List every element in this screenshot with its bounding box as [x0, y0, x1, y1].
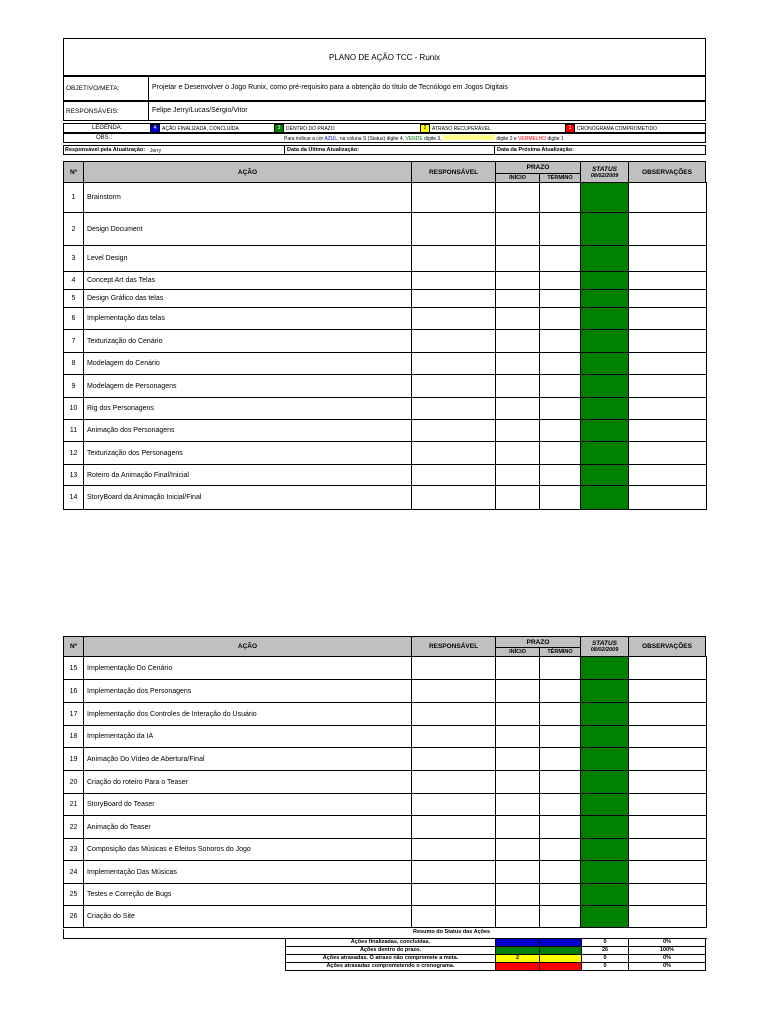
row-responsavel: [412, 442, 496, 465]
row-termino: [540, 353, 581, 375]
legend-red-box: 1: [565, 124, 575, 133]
row-observacoes: [629, 816, 707, 839]
legend-text: CRONOGRAMA COMPROMETIDO: [577, 125, 658, 132]
resumo-table: [285, 938, 706, 971]
row-responsavel: [412, 657, 496, 680]
row-acao: Composição das Músicas e Efeitos Sonoros do Jogo: [84, 839, 412, 861]
row-acao: Implementação dos Personagens: [84, 680, 412, 703]
row-termino: [540, 246, 581, 272]
table-row: [64, 906, 707, 928]
resumo-pct: 0%: [629, 955, 706, 963]
row-inicio: [496, 398, 540, 420]
legenda-label: LEGENDA:: [92, 125, 123, 131]
row-inicio: [496, 884, 540, 906]
responsaveis-label: RESPONSÁVEIS:: [66, 108, 119, 115]
row-observacoes: [629, 771, 707, 794]
row-inicio: [496, 680, 540, 703]
proxima-atualizacao-label: Data da Próxima Atualização:: [497, 147, 574, 153]
resumo-row: [286, 939, 706, 947]
row-status: [581, 330, 629, 353]
table-row: [64, 486, 707, 510]
row-number: 18: [64, 726, 84, 748]
resumo-count: 0: [582, 955, 629, 963]
row-responsavel: [412, 465, 496, 486]
row-inicio: [496, 816, 540, 839]
action-table-2: [63, 656, 707, 928]
row-inicio: [496, 465, 540, 486]
table-row: [64, 839, 707, 861]
row-observacoes: [629, 375, 707, 398]
col-termino-header: TÉRMINO: [539, 647, 581, 657]
row-observacoes: [629, 272, 707, 290]
col-status-header: [580, 161, 629, 183]
legend-blue-box: 4: [150, 124, 160, 133]
row-inicio: [496, 213, 540, 246]
row-termino: [540, 308, 581, 330]
table-row: [64, 771, 707, 794]
table-row: [64, 884, 707, 906]
row-observacoes: [629, 290, 707, 308]
row-number: 5: [64, 290, 84, 308]
row-status: [581, 794, 629, 816]
row-responsavel: [412, 272, 496, 290]
row-acao: Animação Do Vídeo de Abertura/Final: [84, 748, 412, 771]
row-observacoes: [629, 353, 707, 375]
row-observacoes: [629, 748, 707, 771]
row-number: 19: [64, 748, 84, 771]
col-status-header: [580, 636, 629, 657]
row-observacoes: [629, 884, 707, 906]
row-observacoes: [629, 183, 707, 213]
status-label: STATUS: [591, 165, 618, 173]
resumo-pct: 0%: [629, 939, 706, 947]
row-number: 26: [64, 906, 84, 928]
row-status: [581, 442, 629, 465]
row-acao: Design Document: [84, 213, 412, 246]
row-acao: StoryBoard do Teaser: [84, 794, 412, 816]
row-responsavel: [412, 794, 496, 816]
row-responsavel: [412, 884, 496, 906]
row-number: 15: [64, 657, 84, 680]
col-observacoes-header: OBSERVAÇÕES: [628, 636, 706, 657]
row-status: [581, 771, 629, 794]
row-termino: [540, 330, 581, 353]
table-row: [64, 816, 707, 839]
resumo-color-b: [540, 963, 582, 971]
table-row: [64, 726, 707, 748]
row-status: [581, 839, 629, 861]
row-status: [581, 290, 629, 308]
table-row: [64, 290, 707, 308]
row-termino: [540, 375, 581, 398]
row-status: [581, 680, 629, 703]
title-row: [63, 38, 706, 76]
row-status: [581, 183, 629, 213]
row-number: 21: [64, 794, 84, 816]
row-inicio: [496, 246, 540, 272]
row-acao: Animação dos Personagens: [84, 420, 412, 442]
row-observacoes: [629, 726, 707, 748]
row-number: 13: [64, 465, 84, 486]
legend-item-dentro: [274, 124, 335, 133]
row-termino: [540, 748, 581, 771]
table-row: [64, 420, 707, 442]
table-row: [64, 330, 707, 353]
table-row: [64, 680, 707, 703]
row-observacoes: [629, 861, 707, 884]
row-inicio: [496, 703, 540, 726]
row-inicio: [496, 183, 540, 213]
row-acao: Design Gráfico das telas: [84, 290, 412, 308]
row-observacoes: [629, 398, 707, 420]
table-row: [64, 465, 707, 486]
resumo-color: 2: [496, 955, 540, 963]
row-acao: Level Design: [84, 246, 412, 272]
row-acao: Brainstorm: [84, 183, 412, 213]
row-status: [581, 906, 629, 928]
row-number: 8: [64, 353, 84, 375]
row-inicio: [496, 353, 540, 375]
row-responsavel: [412, 213, 496, 246]
row-acao: StoryBoard da Animação Inicial/Final: [84, 486, 412, 510]
table-row: [64, 398, 707, 420]
row-responsavel: [412, 680, 496, 703]
resumo-color: [496, 939, 540, 947]
row-termino: [540, 272, 581, 290]
row-observacoes: [629, 703, 707, 726]
row-number: 24: [64, 861, 84, 884]
row-acao: Implementação da IA: [84, 726, 412, 748]
row-termino: [540, 703, 581, 726]
resumo-pct: 100%: [629, 947, 706, 955]
row-acao: Criação do Site: [84, 906, 412, 928]
row-number: 9: [64, 375, 84, 398]
table-row: [64, 442, 707, 465]
row-acao: Rig dos Personagens: [84, 398, 412, 420]
row-number: 16: [64, 680, 84, 703]
col-responsavel-header: RESPONSÁVEL: [411, 161, 496, 183]
row-acao: Roteiro da Animação Final/Inicial: [84, 465, 412, 486]
row-inicio: [496, 794, 540, 816]
col-num-header: Nº: [63, 161, 84, 183]
row-acao: Testes e Correção de Bugs: [84, 884, 412, 906]
row-termino: [540, 794, 581, 816]
row-inicio: [496, 861, 540, 884]
row-responsavel: [412, 861, 496, 884]
row-inicio: [496, 290, 540, 308]
resumo-row: [286, 963, 706, 971]
col-observacoes-header: OBSERVAÇÕES: [628, 161, 706, 183]
action-table-1: [63, 182, 707, 510]
resumo-color: [496, 947, 540, 955]
atualizacao-row: [63, 145, 706, 155]
objetivo-value: Projetar e Desenvolver o Jogo Runix, como pré-requisito para a obtenção do título de Tecnólogo em Jogos Digitais: [152, 84, 508, 91]
obs-label: OBS.:: [96, 135, 113, 141]
table-row: [64, 748, 707, 771]
resumo-title: Resumo do Status das Ações: [413, 929, 491, 935]
row-acao: Implementação Das Músicas: [84, 861, 412, 884]
row-status: [581, 726, 629, 748]
row-status: [581, 748, 629, 771]
resumo-count: 0: [582, 939, 629, 947]
table-row: [64, 213, 707, 246]
table-row: [64, 703, 707, 726]
row-acao: Implementação Do Cenário: [84, 657, 412, 680]
table-row: [64, 794, 707, 816]
col-termino-header: TÉRMINO: [539, 173, 581, 183]
row-number: 11: [64, 420, 84, 442]
row-observacoes: [629, 308, 707, 330]
row-number: 22: [64, 816, 84, 839]
legend-text: ATRASO RECUPERÁVEL: [432, 125, 491, 132]
row-acao: Implementação dos Controles de Interação do Usuário: [84, 703, 412, 726]
row-number: 14: [64, 486, 84, 510]
row-inicio: [496, 272, 540, 290]
obs-text: Para indicar a cor AZUL, na coluna S (Status) digite 4, VERDE digite 3, digite 2 e VERMELHO digite 1: [284, 136, 564, 142]
row-status: [581, 703, 629, 726]
resumo-label: Ações atrasadas. O atraso não compromete a meta.: [286, 955, 496, 963]
row-observacoes: [629, 680, 707, 703]
resumo-color-b: [540, 947, 582, 955]
row-inicio: [496, 330, 540, 353]
row-observacoes: [629, 442, 707, 465]
row-inicio: [496, 839, 540, 861]
row-number: 3: [64, 246, 84, 272]
row-status: [581, 884, 629, 906]
row-termino: [540, 420, 581, 442]
status-date: 08/02/2009: [590, 647, 619, 653]
resumo-label: Ações dentro do prazo.: [286, 947, 496, 955]
col-inicio-header: INÍCIO: [495, 173, 540, 183]
row-termino: [540, 213, 581, 246]
resumo-color: [496, 963, 540, 971]
row-status: [581, 246, 629, 272]
row-responsavel: [412, 246, 496, 272]
row-responsavel: [412, 183, 496, 213]
row-responsavel: [412, 486, 496, 510]
col-responsavel-header: RESPONSÁVEL: [411, 636, 496, 657]
row-observacoes: [629, 246, 707, 272]
row-number: 20: [64, 771, 84, 794]
row-number: 4: [64, 272, 84, 290]
legend-item-atraso: [420, 124, 491, 133]
row-responsavel: [412, 375, 496, 398]
row-inicio: [496, 726, 540, 748]
table-row: [64, 353, 707, 375]
page-title: PLANO DE AÇÃO TCC - Runix: [329, 53, 440, 62]
status-date: 08/02/2009: [590, 172, 619, 179]
table-row: [64, 272, 707, 290]
row-responsavel: [412, 353, 496, 375]
legend-text: AÇÃO FINALIZADA, CONCLUÍDA: [162, 125, 239, 132]
row-termino: [540, 657, 581, 680]
col-prazo-header: PRAZO: [495, 636, 581, 648]
row-termino: [540, 816, 581, 839]
resp-atualizacao-label: Responsável pela Atualização:: [65, 147, 146, 153]
row-termino: [540, 726, 581, 748]
row-termino: [540, 680, 581, 703]
row-responsavel: [412, 703, 496, 726]
row-status: [581, 816, 629, 839]
row-inicio: [496, 308, 540, 330]
row-status: [581, 465, 629, 486]
resumo-row: [286, 947, 706, 955]
row-acao: Texturização dos Personagens: [84, 442, 412, 465]
resumo-label: Ações atrasadas comprometendo o cronograma.: [286, 963, 496, 971]
legend-item-comprometido: [565, 124, 657, 133]
row-termino: [540, 290, 581, 308]
row-termino: [540, 398, 581, 420]
row-responsavel: [412, 748, 496, 771]
row-number: 12: [64, 442, 84, 465]
row-number: 10: [64, 398, 84, 420]
table-row: [64, 657, 707, 680]
objetivo-label: OBJETIVO/META:: [66, 85, 120, 92]
row-termino: [540, 906, 581, 928]
row-termino: [540, 861, 581, 884]
row-acao: Concept Art das Telas: [84, 272, 412, 290]
row-responsavel: [412, 726, 496, 748]
row-observacoes: [629, 465, 707, 486]
row-acao: Criação do roteiro Para o Teaser: [84, 771, 412, 794]
row-status: [581, 272, 629, 290]
row-termino: [540, 183, 581, 213]
row-observacoes: [629, 420, 707, 442]
row-inicio: [496, 442, 540, 465]
row-observacoes: [629, 657, 707, 680]
row-number: 25: [64, 884, 84, 906]
obs-row: [63, 133, 706, 143]
row-termino: [540, 839, 581, 861]
row-status: [581, 861, 629, 884]
table-row: [64, 375, 707, 398]
resumo-block: [63, 929, 706, 974]
resp-atualizacao-value: Jerry: [150, 148, 162, 154]
row-status: [581, 486, 629, 510]
row-observacoes: [629, 213, 707, 246]
row-status: [581, 420, 629, 442]
row-termino: [540, 465, 581, 486]
row-responsavel: [412, 771, 496, 794]
row-inicio: [496, 486, 540, 510]
legend-item-finalizada: [150, 124, 239, 133]
row-status: [581, 375, 629, 398]
row-inicio: [496, 420, 540, 442]
legend-text: DENTRO DO PRAZO: [286, 125, 335, 132]
row-observacoes: [629, 906, 707, 928]
row-number: 2: [64, 213, 84, 246]
resumo-color-b: [540, 955, 582, 963]
row-status: [581, 657, 629, 680]
row-inicio: [496, 657, 540, 680]
resumo-pct: 0%: [629, 963, 706, 971]
row-observacoes: [629, 486, 707, 510]
row-acao: Modelagem de Personagens: [84, 375, 412, 398]
col-num-header: Nº: [63, 636, 84, 657]
row-number: 6: [64, 308, 84, 330]
row-observacoes: [629, 839, 707, 861]
row-inicio: [496, 906, 540, 928]
col-prazo-header: PRAZO: [495, 161, 581, 174]
row-acao: Texturização do Cenário: [84, 330, 412, 353]
legend-green-box: 3: [274, 124, 284, 133]
table-row: [64, 861, 707, 884]
resumo-count: 0: [582, 963, 629, 971]
row-termino: [540, 486, 581, 510]
row-number: 23: [64, 839, 84, 861]
row-responsavel: [412, 839, 496, 861]
col-acao-header: AÇÃO: [83, 161, 412, 183]
col-acao-header: AÇÃO: [83, 636, 412, 657]
row-responsavel: [412, 398, 496, 420]
row-responsavel: [412, 816, 496, 839]
row-status: [581, 353, 629, 375]
table-row: [64, 246, 707, 272]
row-responsavel: [412, 420, 496, 442]
col-inicio-header: INÍCIO: [495, 647, 540, 657]
row-number: 1: [64, 183, 84, 213]
table-row: [64, 308, 707, 330]
row-status: [581, 308, 629, 330]
ultima-atualizacao-label: Data da Última Atualização:: [287, 147, 359, 153]
resumo-row: [286, 955, 706, 963]
row-observacoes: [629, 794, 707, 816]
responsaveis-value: Felipe Jerry/Lucas/Sérgio/Vitor: [152, 107, 248, 114]
row-status: [581, 398, 629, 420]
row-number: 17: [64, 703, 84, 726]
row-acao: Animação do Teaser: [84, 816, 412, 839]
resumo-label: Ações finalizadas, concluídas.: [286, 939, 496, 947]
row-number: 7: [64, 330, 84, 353]
resumo-color-b: [540, 939, 582, 947]
row-responsavel: [412, 330, 496, 353]
row-termino: [540, 771, 581, 794]
row-responsavel: [412, 290, 496, 308]
legenda-row: [63, 123, 706, 133]
row-acao: Modelagem do Cenário: [84, 353, 412, 375]
table-row: [64, 183, 707, 213]
objetivo-row: [63, 76, 706, 101]
resumo-count: 26: [582, 947, 629, 955]
row-inicio: [496, 748, 540, 771]
row-termino: [540, 884, 581, 906]
status-label: STATUS: [591, 640, 618, 647]
row-inicio: [496, 375, 540, 398]
row-termino: [540, 442, 581, 465]
row-responsavel: [412, 308, 496, 330]
row-status: [581, 213, 629, 246]
row-acao: Implementação das telas: [84, 308, 412, 330]
responsaveis-row: [63, 101, 706, 121]
legend-yellow-box: 2: [420, 124, 430, 133]
row-observacoes: [629, 330, 707, 353]
row-responsavel: [412, 906, 496, 928]
row-inicio: [496, 771, 540, 794]
